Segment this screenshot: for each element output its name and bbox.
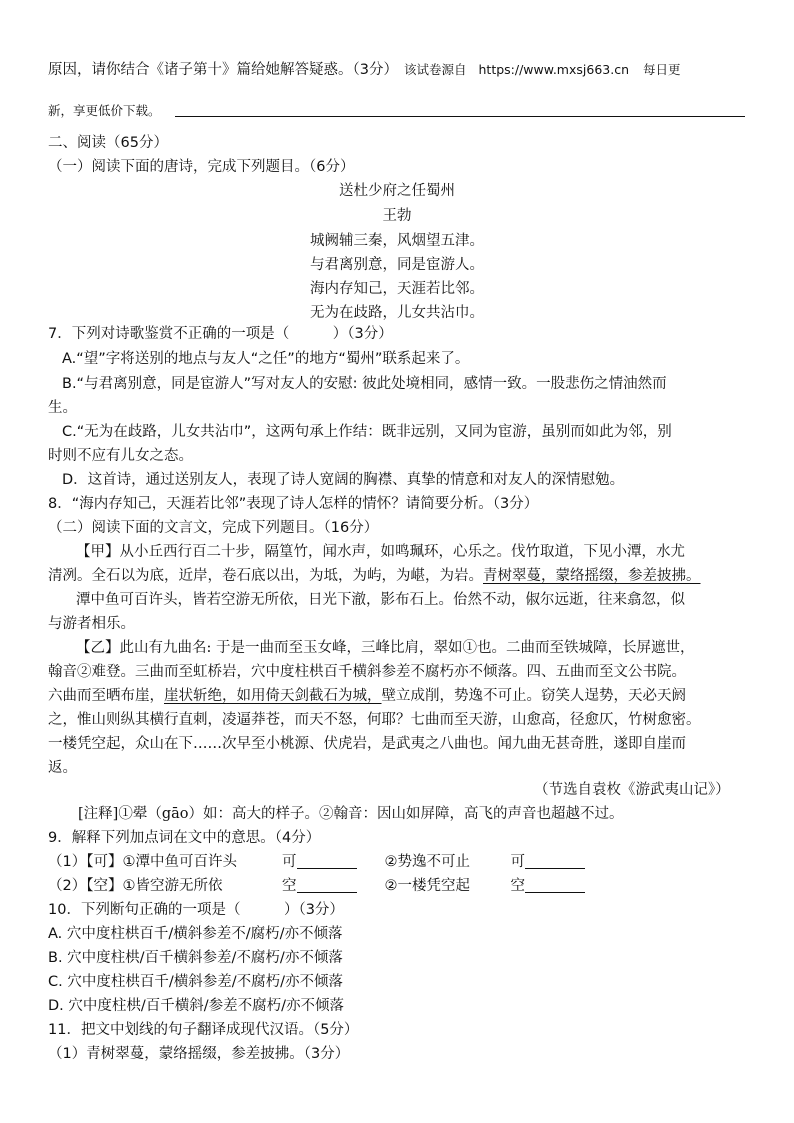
q9-answer-blank-4[interactable] xyxy=(525,876,585,893)
passage-yi-text: 六曲而至晒布崖， xyxy=(48,688,164,704)
q9-stem: 9．解释下列加点词在文中的意思。（4分） xyxy=(48,830,321,846)
intro-line-2: 新，享更低价下载。 xyxy=(48,103,161,118)
q9-row-1 xyxy=(48,852,585,872)
q7-option-b-line2: 生。 xyxy=(48,400,77,416)
q9-answer-blank-1[interactable] xyxy=(297,852,357,869)
q10-option-b: B. 穴中度柱栱/百千横斜参差/不腐朽/亦不倾落 xyxy=(48,950,343,966)
poem-line-4: 无为在歧路，儿女共沾巾。 xyxy=(310,305,484,321)
q7-option-b-line1: B.“与君离别意，同是宦游人”写对友人的安慰: 彼此处境相同，感情一致。一股悲伤之情油然而 xyxy=(62,376,667,392)
q9-row-2 xyxy=(48,876,585,896)
q9-row2-label: （2）【空】①皆空游无所依 xyxy=(48,878,223,894)
q9-row2-word-a: 空 xyxy=(282,878,297,894)
passage-source: （节选自袁枚《游武夷山记》） xyxy=(534,782,730,798)
intro-text: 原因，请你结合《诸子第十》篇给她解答疑惑。（3分） xyxy=(48,62,398,78)
poem-line-1: 城阙辅三秦，风烟望五津。 xyxy=(310,233,484,249)
passage-notes: [注释]①翚（gāo）如：高大的样子。②翰音：因山如屏障，高飞的声音也超越不过。 xyxy=(78,806,624,822)
q8-stem: 8．“海内存知己，天涯若比邻”表现了诗人怎样的情怀？请简要分析。（3分） xyxy=(48,496,539,512)
underlined-sentence-1: 青树翠蔓，蒙络摇缀，参差披拂。 xyxy=(483,568,701,584)
q9-row1-label-b: ②势逸不可止 xyxy=(384,854,470,870)
q9-answer-blank-3[interactable] xyxy=(297,876,357,893)
passage-yi-line-4: 之，惟山则纵其横行直刺，凌逼莽苍，而天不怒，何耶？七曲而至天游，山愈高，径愈仄，竹树愈密。 xyxy=(48,712,701,728)
q10-option-c: C. 穴中度柱栱百千/横斜参差/不腐朽/亦不倾落 xyxy=(48,974,343,990)
poem-title: 送杜少府之任蜀州 xyxy=(339,183,455,199)
q7-option-d: D．这首诗，通过送别友人，表现了诗人宽阔的胸襟、真挚的情意和对友人的深情慰勉。 xyxy=(62,472,625,488)
part1-heading: （一）阅读下面的唐诗，完成下列题目。（6分） xyxy=(48,159,355,175)
underlined-sentence-2: 崖状斩绝，如用倚天剑截石为城， xyxy=(164,688,382,704)
q9-row2-word-b: 空 xyxy=(510,878,525,894)
part2-heading: （二）阅读下面的文言文，完成下列题目。（16分） xyxy=(48,520,379,536)
passage-jia-line-1: 【甲】从小丘西行百二十步，隔篁竹，闻水声，如鸣珮环，心乐之。伐竹取道，下见小潭，水尤 xyxy=(76,544,685,560)
q10-option-a: A. 穴中度柱栱百千/横斜参差不/腐朽/亦不倾落 xyxy=(48,926,343,942)
q11-stem: 11．把文中划线的句子翻译成现代汉语。（5分） xyxy=(48,1022,359,1038)
source-url-link[interactable]: https://www.mxsj663.cn xyxy=(478,62,629,77)
section-title: 二、阅读（65分） xyxy=(48,135,168,151)
intro-line-1 xyxy=(48,60,681,80)
poem-line-2: 与君离别意，同是宦游人。 xyxy=(310,257,484,273)
passage-jia-line-2 xyxy=(48,566,701,586)
q9-row1-word-b: 可 xyxy=(510,854,525,870)
passage-jia-text: 清冽。全石以为底，近岸，卷石底以出，为坻，为屿，为嵁，为岩。 xyxy=(48,568,483,584)
divider-line xyxy=(175,116,745,117)
passage-yi-line-6: 返。 xyxy=(48,760,77,776)
poem-author: 王勃 xyxy=(382,208,412,224)
q9-row1-label: （1）【可】①潭中鱼可百许头 xyxy=(48,854,237,870)
source-note: 该试卷源自 xyxy=(403,62,467,77)
passage-yi-text-tail: 壁立成削，势逸不可止。窃笑人逞势，天必天阏 xyxy=(381,688,686,704)
source-tail: 每日更 xyxy=(643,62,681,77)
q7-option-c-line1: C.“无为在歧路，儿女共沾巾”，这两句承上作结：既非远别，又同为宦游，虽别而如此为邻，别 xyxy=(62,424,672,440)
passage-yi-line-3 xyxy=(48,686,686,706)
q7-option-c-line2: 时则不应有儿女之态。 xyxy=(48,448,193,464)
passage-yi-line-2: 翰音②难登。三曲而至虹桥岩，穴中度柱栱百千横斜参差不腐朽亦不倾落。四、五曲而至文公书院。 xyxy=(48,664,686,680)
passage-yi-line-1: 【乙】此山有九曲名: 于是一曲而至玉女峰，三峰比肩，翠如①也。二曲而至铁城障，长屏遮世， xyxy=(76,640,695,656)
q11-sub-1: （1）青树翠蔓，蒙络摇缀，参差披拂。（3分） xyxy=(48,1046,350,1062)
q7-option-a: A.“望”字将送别的地点与友人“之任”的地方“蜀州”联系起来了。 xyxy=(62,351,470,367)
passage-yi-line-5: 一楼凭空起，众山在下……次早至小桃源、伏虎岩，是武夷之八曲也。闻九曲无甚奇胜，遂即自崖而 xyxy=(48,736,686,752)
q10-stem: 10．下列断句正确的一项是（ ）（3分） xyxy=(48,902,344,918)
q10-option-d: D. 穴中度柱栱/百千横斜/参差不腐朽/亦不倾落 xyxy=(48,998,345,1014)
passage-jia-line-3: 潭中鱼可百许头，皆若空游无所依，日光下澈，影布石上。佁然不动，俶尔远逝，往来翕忽，似 xyxy=(76,592,685,608)
q9-row1-word-a: 可 xyxy=(282,854,297,870)
q7-stem: 7．下列对诗歌鉴赏不正确的一项是（ ）（3分） xyxy=(48,326,393,342)
poem-line-3: 海内存知己，天涯若比邻。 xyxy=(310,281,484,297)
q9-answer-blank-2[interactable] xyxy=(525,852,585,869)
passage-jia-line-4: 与游者相乐。 xyxy=(48,616,135,632)
q9-row2-label-b: ②一楼凭空起 xyxy=(384,878,470,894)
